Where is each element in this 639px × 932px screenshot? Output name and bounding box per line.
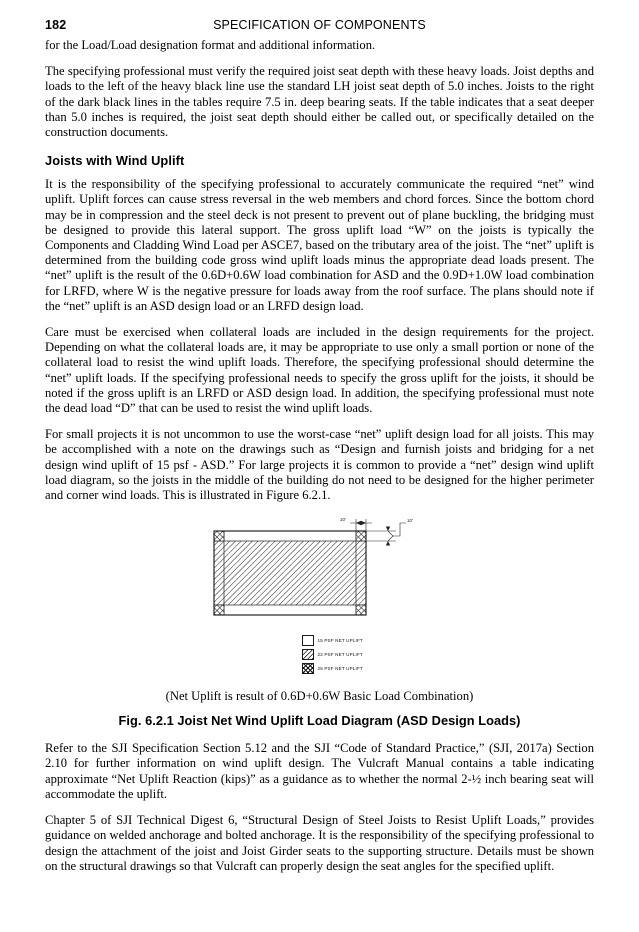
zone-25psf-corner-bottom-left [214, 605, 224, 615]
paragraph-responsibility: It is the responsibility of the specifying professional to accurately communicate the required “net” wind uplift. Uplift forces can cause stress reversal in the web members and chord forces. Since the bottom chord may be in compression and the steel deck is not present to prevent out of plane buckling, the bridging must be designed to provide this lateral support. The gross uplift load “W” on the joists is typically the Components and Cladding Wind Load per ASCE7, based on the tributary area of the joist. The “net” uplift is determined from the building code gross wind uplift loads minus the appropriate dead loads present. The “net” uplift is the result of the 0.6D+0.6W load combination for ASD and the 0.9D+1.0W load combination for LRFD, where W is the negative pressure for loads away from the roof surface. The plans should note if the “net” uplift is an ASD design load or an LRFD design load. [45, 177, 594, 313]
legend-item [302, 648, 380, 661]
legend-item [302, 662, 380, 675]
dimension-label-right: 10' [406, 518, 413, 524]
paragraph-small-projects: For small projects it is not uncommon to use the worst-case “net” uplift design load for all joists. This may be accomplished with a note on the drawings such as “Design and furnish joists and bridging for a net design wind uplift of 15 psf - ASD.” For large projects it is common to provide a “net” design wind uplift load diagram, so the joists in the middle of the building do not need to be designed for the higher perimeter and corner wind loads. This is illustrated in Figure 6.2.1. [45, 427, 594, 503]
legend-label-22psf: 22 PSF NET UPLIFT [317, 652, 363, 658]
paragraph-chapter5: Chapter 5 of SJI Technical Digest 6, “Structural Design of Steel Joists to Resist Uplift Loads,” provides guidance on welded anchorage and bolted anchorage. It is the responsibility of the specifying professional to design the attachment of the joist and Joist Girder seats to the supporting structure. Details must be shown on the structural drawings so that Vulcraft can properly design the seat angles for the specified uplift. [45, 813, 594, 873]
figure-caption: Fig. 6.2.1 Joist Net Wind Uplift Load Diagram (ASD Design Loads) [118, 713, 521, 729]
arrowhead-top-right [361, 521, 366, 525]
zone-15psf-top-strip [224, 531, 356, 541]
arrowhead-right-lower [385, 541, 389, 546]
zone-25psf-corner-top-right [356, 531, 366, 541]
paragraph-seat-depth: The specifying professional must verify the required joist seat depth with these heavy loads. Joist depths and loads to the left of the heavy black line use the standard LH joist seat depth of 5.0 inches. Joists to the right of the dark black lines in the tables require 7.5 in. deep bearing seats. If the table indicates that a seat deeper than 5.0 inches is required, the joist seat depth should either be called out, or specifically detailed on the construction documents. [45, 64, 594, 140]
legend-swatch-25psf-icon [302, 663, 314, 674]
legend-label-25psf: 25 PSF NET UPLIFT [317, 666, 363, 672]
arrowhead-top-left [356, 521, 361, 525]
document-page [0, 18, 639, 932]
paragraph-collateral-loads: Care must be exercised when collateral loads are included in the design requirements for the project. Depending on what the collateral loads are, it may be appropriate to use only a small portion or none of the collateral load to resist the wind uplift loads. Therefore, the specifying professional should determine the “net” uplift loads. If the specifying professional needs to specify the gross uplift for the joists, it should be noted if the gross uplift is an LRFD or ASD design load. In addition, the specifying professional must note the dead load “D” that can be used to resist the wind uplift loads. [45, 325, 594, 416]
arrowhead-right-upper [385, 527, 389, 532]
dimension-bracket-right [388, 531, 393, 541]
zone-25psf-corner-bottom-right [356, 605, 366, 615]
running-head-title: SPECIFICATION OF COMPONENTS [213, 18, 426, 32]
text-column [45, 38, 594, 874]
paragraph-load-designation: for the Load/Load designation format and additional information. [45, 38, 376, 52]
legend-swatch-15psf-icon [302, 635, 314, 646]
section-heading-joists-with-wind-uplift: Joists with Wind Uplift [45, 153, 185, 169]
legend-label-15psf: 15 PSF NET UPLIFT [317, 638, 363, 644]
diagram-svg [200, 514, 440, 632]
legend-swatch-22psf-icon [302, 649, 314, 660]
zone-25psf-corner-top-left [214, 531, 224, 541]
figure-note: (Net Uplift is result of 0.6D+0.6W Basic Load Combination) [165, 689, 474, 704]
diagram-legend [45, 634, 594, 675]
paragraph-refer-sji: Refer to the SJI Specification Section 5.12 and the SJI “Code of Standard Practice,” (SJI, 2017a) Section 2.10 for further information on wind uplift design. The Vulcraft Manual contains a table indicating approximate “Net Uplift Reaction (kips)” as a guidance as to whether the normal 2-½ inch bearing seat will accommodate the uplift. [45, 741, 594, 801]
zone-15psf-bottom-strip [224, 605, 356, 615]
figure-6-2-1 [45, 514, 594, 728]
legend-item [302, 634, 380, 647]
dimension-label-top: 10' [339, 517, 346, 523]
zone-22psf-interior [214, 531, 366, 615]
running-head [45, 18, 594, 38]
page-number: 182 [45, 18, 67, 32]
leader-line-right-label [393, 523, 406, 536]
uplift-load-diagram [45, 514, 594, 632]
